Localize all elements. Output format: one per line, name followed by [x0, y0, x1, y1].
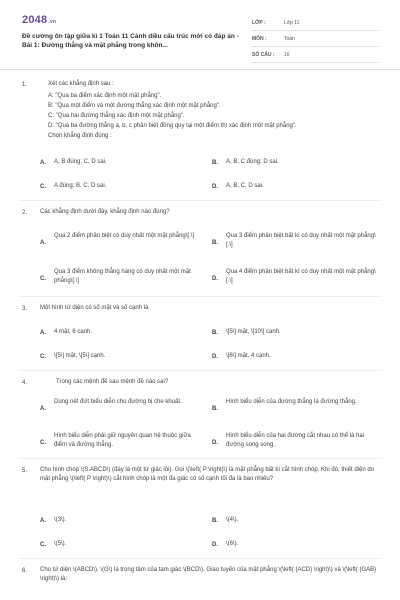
question-divider	[18, 296, 382, 297]
option-key: D.	[212, 542, 218, 548]
question-number: 4.	[22, 380, 28, 386]
option-text: Hình biểu diễn phải giữ nguyên quan hệ thuộc giữa điểm và đường thẳng.	[54, 433, 191, 448]
question-text: Một hình tứ diện có số mặt và số cạnh là	[40, 305, 149, 311]
question-text: Cho tứ diện \(ABCD\). \(G\) là trọng tâm của tam giác \(BCD\). Giao tuyến của mặt phẳng \(\left( {ACD} \right)\) và \(\left( {GAB} \right)\) là:	[40, 567, 377, 582]
statement-line: A: "Qua ba điểm xác định một mặt phẳng".	[48, 93, 162, 99]
meta-label: MÔN :	[252, 35, 267, 42]
document-header	[0, 0, 400, 70]
meta-row-grade	[252, 15, 380, 31]
option-key: C.	[40, 276, 46, 282]
option-text: \(5\).	[54, 541, 67, 547]
meta-row-question-count	[252, 47, 380, 63]
option-key: B.	[212, 240, 218, 246]
meta-label: SỐ CÂU :	[252, 51, 275, 58]
option-text: A, B, C đúng; D sai.	[226, 159, 279, 165]
option-key: B.	[212, 330, 218, 336]
question-divider	[18, 458, 382, 459]
meta-label: LỚP :	[252, 19, 266, 26]
option-text: \(4\).	[226, 517, 239, 523]
option-text: Hình biểu diễn của đường thẳng là đường thẳng.	[226, 399, 357, 405]
statement-line: C: "Qua hai đường thẳng xác định một mặt phẳng".	[48, 113, 185, 119]
statement-line: Chọn khẳng định đúng :	[48, 133, 112, 139]
option-text: Dùng nét đứt biểu diễn cho đường bị che khuất.	[54, 399, 182, 405]
option-text: A, B đúng; C, D sai.	[54, 159, 107, 165]
document-meta-table	[252, 15, 380, 63]
meta-value: Lớp 11	[284, 19, 300, 26]
question-number: 6.	[22, 568, 28, 574]
option-text: 4 mặt, 6 cạnh.	[54, 329, 93, 335]
question-text: Trong các mệnh đề sau mệnh đề nào sai?	[56, 379, 169, 385]
document-title: Đề cương ôn tập giữa kì 1 Toán 11 Cánh diều cấu trúc mới có đáp án - Bài 1: Đường thẳng và mặt phẳng trong khôn...	[22, 33, 239, 49]
logo-sub-text: .vn	[48, 19, 57, 25]
option-key: C.	[40, 354, 46, 360]
option-text: Qua 2 điểm phân biệt có duy nhất một mặt phẳng\[.\]	[54, 233, 195, 239]
question-text: Cho hình chóp \(S.ABCD\) (đáy là một tứ giác lồi). Gọi \(\left( P \right)\) là mặt phẳng bất kì cắt hình chóp. Khi đó, thiết diện do mặt phẳng \(\left( P \right)\) cắt hình chóp là một đa giác có số cạnh tối đa là bao nhiêu?	[40, 467, 375, 482]
question-text: Các khẳng định dưới đây, khẳng định nào đúng?	[40, 209, 170, 215]
option-key: A.	[40, 160, 46, 166]
option-key: C.	[40, 542, 46, 548]
option-text: \[5\] mặt, \[5\] cạnh.	[54, 353, 106, 359]
question-number: 5.	[22, 468, 28, 474]
option-key: A.	[40, 240, 46, 246]
option-key: B.	[212, 518, 218, 524]
option-key: B.	[212, 160, 218, 166]
option-text: \(6\).	[226, 541, 239, 547]
option-key: D.	[212, 440, 218, 446]
option-text: Qua 3 điểm phân biệt bất kì có duy nhất một mặt phẳng\[.\]	[226, 233, 376, 248]
question-divider	[18, 558, 382, 559]
site-logo[interactable]	[22, 14, 56, 26]
question-divider	[18, 200, 382, 201]
option-key: A.	[40, 518, 46, 524]
option-text: \[5\] mặt, \[10\] cạnh.	[226, 329, 281, 335]
option-text: Qua 4 điểm phân biệt bất kì có duy nhất một mặt phẳng\[.\]	[226, 269, 376, 284]
option-key: A.	[40, 330, 46, 336]
option-key: C.	[40, 184, 46, 190]
option-text: \(3\).	[54, 517, 67, 523]
logo-main-text: 2048	[22, 14, 48, 26]
question-number: 2.	[22, 210, 28, 216]
meta-value: 16	[284, 51, 290, 58]
option-text: A, B, C, D sai.	[226, 183, 264, 189]
option-key: B.	[212, 406, 218, 412]
option-key: D.	[212, 354, 218, 360]
meta-row-subject	[252, 31, 380, 47]
option-text: \[6\] mặt, 4 cạnh.	[226, 353, 271, 359]
statement-line: D: "Qua ba đường thẳng a, b, c phân biệt đồng quy tại một điểm thì xác định một mặt phẳng".	[48, 123, 297, 129]
question-number: 3.	[22, 306, 28, 312]
question-number: 1.	[22, 82, 28, 88]
question-divider	[18, 370, 382, 371]
meta-value: Toán	[284, 35, 295, 42]
option-key: D.	[212, 276, 218, 282]
option-text: Hình biểu diễn của hai đường cắt nhau có thể là hai đường song song.	[226, 433, 365, 448]
option-text: A đúng; B, C, D sai.	[54, 183, 107, 189]
option-key: C.	[40, 440, 46, 446]
option-text: Qua 3 điểm không thẳng hàng có duy nhất một mặt phẳng\[.\]	[54, 269, 191, 284]
statement-line: B: "Qua một điểm và một đường thẳng xác định một mặt phẳng".	[48, 103, 221, 109]
question-text: Xét các khẳng định sau :	[48, 81, 114, 87]
option-key: A.	[40, 406, 46, 412]
option-key: D.	[212, 184, 218, 190]
